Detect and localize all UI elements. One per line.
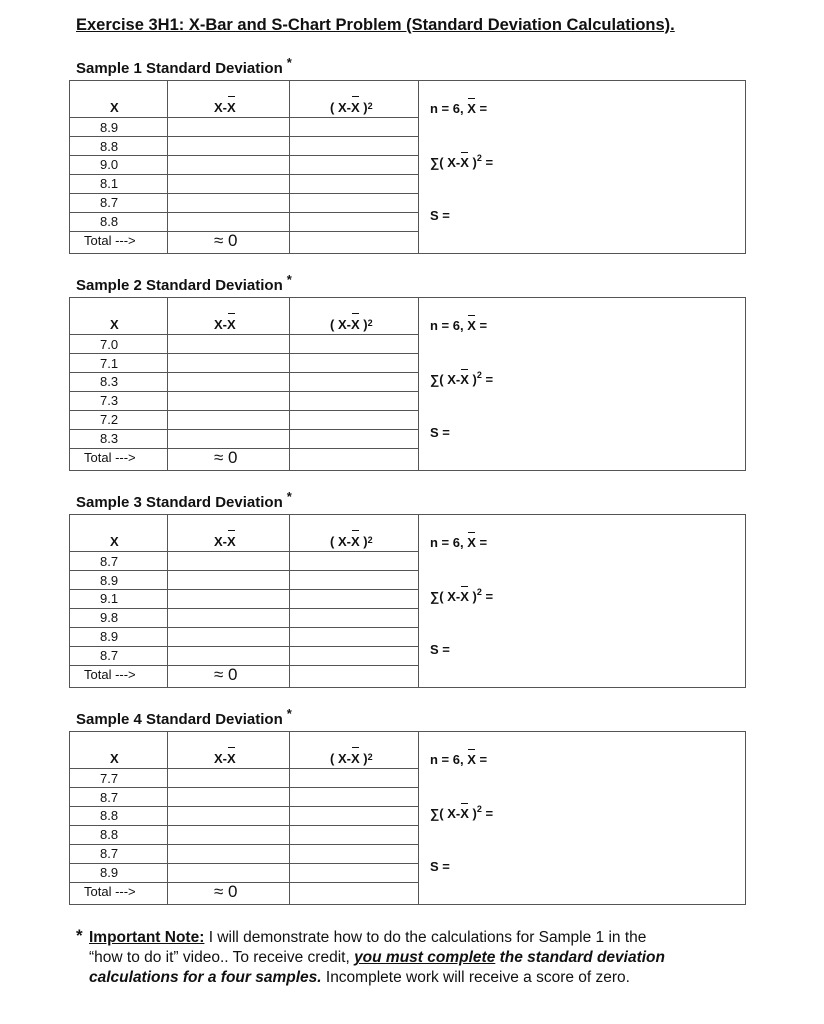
deviation-sum-approx: ≈ 0 <box>214 231 238 250</box>
sample-3-label <box>76 489 292 511</box>
x-value: 7.1 <box>100 356 119 371</box>
n-mean-label: n = 6, X = <box>430 101 488 116</box>
asterisk: * <box>286 55 292 70</box>
sample-2-table <box>69 297 746 471</box>
sum-squares-label: ∑( X-X )$^2$ = <box>430 370 494 387</box>
col-header-squared: ( X-X )$^2$ <box>330 100 373 115</box>
col-header-x: X <box>110 534 119 549</box>
col-header-x: X <box>110 317 119 332</box>
asterisk: * <box>286 706 292 721</box>
note-line-3 <box>76 968 756 988</box>
x-value: 8.7 <box>100 195 119 210</box>
note-line-1 <box>76 928 756 948</box>
col-header-deviation: X-X <box>214 751 236 766</box>
col-header-deviation: X-X <box>214 534 236 549</box>
asterisk: * <box>286 272 292 287</box>
col-header-deviation: X-X <box>214 100 236 115</box>
sum-squares-label: ∑( X-X )$^2$ = <box>430 153 494 170</box>
n-mean-label: n = 6, X = <box>430 535 488 550</box>
std-dev-label: S = <box>430 859 450 874</box>
x-value: 8.7 <box>100 554 119 569</box>
sample-label-text: Sample 4 Standard Deviation <box>76 711 283 728</box>
x-value: 8.9 <box>100 865 119 880</box>
x-value: 8.7 <box>100 648 119 663</box>
sample-label-text: Sample 3 Standard Deviation <box>76 494 283 511</box>
col-header-squared: ( X-X )$^2$ <box>330 751 373 766</box>
sample-2-label <box>76 272 292 294</box>
deviation-sum-approx: ≈ 0 <box>214 448 238 467</box>
sample-label-text: Sample 1 Standard Deviation <box>76 60 283 77</box>
x-value: 9.1 <box>100 591 119 606</box>
total-label: Total ---> <box>84 667 136 682</box>
x-value: 8.9 <box>100 573 119 588</box>
note-text-1: I will demonstrate how to do the calculations for Sample 1 in the <box>204 929 647 946</box>
note-heading: Important Note: <box>89 929 205 946</box>
x-value: 8.9 <box>100 120 119 135</box>
deviation-sum-approx: ≈ 0 <box>214 882 238 901</box>
note-line-2 <box>76 948 756 968</box>
n-mean-label: n = 6, X = <box>430 318 488 333</box>
n-mean-label: n = 6, X = <box>430 752 488 767</box>
page-title: Exercise 3H1: X-Bar and S-Chart Problem (Standard Deviation Calculations). <box>76 16 675 34</box>
x-value: 8.7 <box>100 846 119 861</box>
x-value: 8.3 <box>100 431 119 446</box>
x-value: 7.7 <box>100 771 119 786</box>
note-emphasis-underlined: you must complete <box>354 949 496 966</box>
note-star: * <box>76 926 83 945</box>
total-label: Total ---> <box>84 884 136 899</box>
x-value: 8.8 <box>100 139 119 154</box>
x-value: 8.8 <box>100 808 119 823</box>
sample-4-label <box>76 706 292 728</box>
x-value: 7.3 <box>100 393 119 408</box>
col-header-squared: ( X-X )$^2$ <box>330 534 373 549</box>
x-value: 9.8 <box>100 610 119 625</box>
std-dev-label: S = <box>430 425 450 440</box>
x-value: 8.3 <box>100 374 119 389</box>
note-text-3: Incomplete work will receive a score of zero. <box>321 969 630 986</box>
sample-1-label <box>76 55 292 77</box>
x-value: 8.1 <box>100 176 119 191</box>
x-value: 7.2 <box>100 412 119 427</box>
sample-1-table <box>69 80 746 254</box>
col-header-x: X <box>110 100 119 115</box>
sum-squares-label: ∑( X-X )$^2$ = <box>430 804 494 821</box>
note-emphasis-line3: calculations for a four samples. <box>89 969 322 986</box>
x-value: 8.8 <box>100 827 119 842</box>
col-header-x: X <box>110 751 119 766</box>
asterisk: * <box>286 489 292 504</box>
x-value: 9.0 <box>100 157 119 172</box>
col-header-squared: ( X-X )$^2$ <box>330 317 373 332</box>
sample-label-text: Sample 2 Standard Deviation <box>76 277 283 294</box>
col-header-deviation: X-X <box>214 317 236 332</box>
std-dev-label: S = <box>430 208 450 223</box>
sample-4-table <box>69 731 746 905</box>
x-value: 8.7 <box>100 790 119 805</box>
note-text-2: “how to do it” video.. To receive credit, <box>89 949 355 966</box>
x-value: 8.9 <box>100 629 119 644</box>
std-dev-label: S = <box>430 642 450 657</box>
total-label: Total ---> <box>84 450 136 465</box>
important-note <box>76 928 756 988</box>
sum-squares-label: ∑( X-X )$^2$ = <box>430 587 494 604</box>
total-label: Total ---> <box>84 233 136 248</box>
note-emphasis-rest: the standard deviation <box>495 949 665 966</box>
deviation-sum-approx: ≈ 0 <box>214 665 238 684</box>
sample-3-table <box>69 514 746 688</box>
x-value: 8.8 <box>100 214 119 229</box>
x-value: 7.0 <box>100 337 119 352</box>
